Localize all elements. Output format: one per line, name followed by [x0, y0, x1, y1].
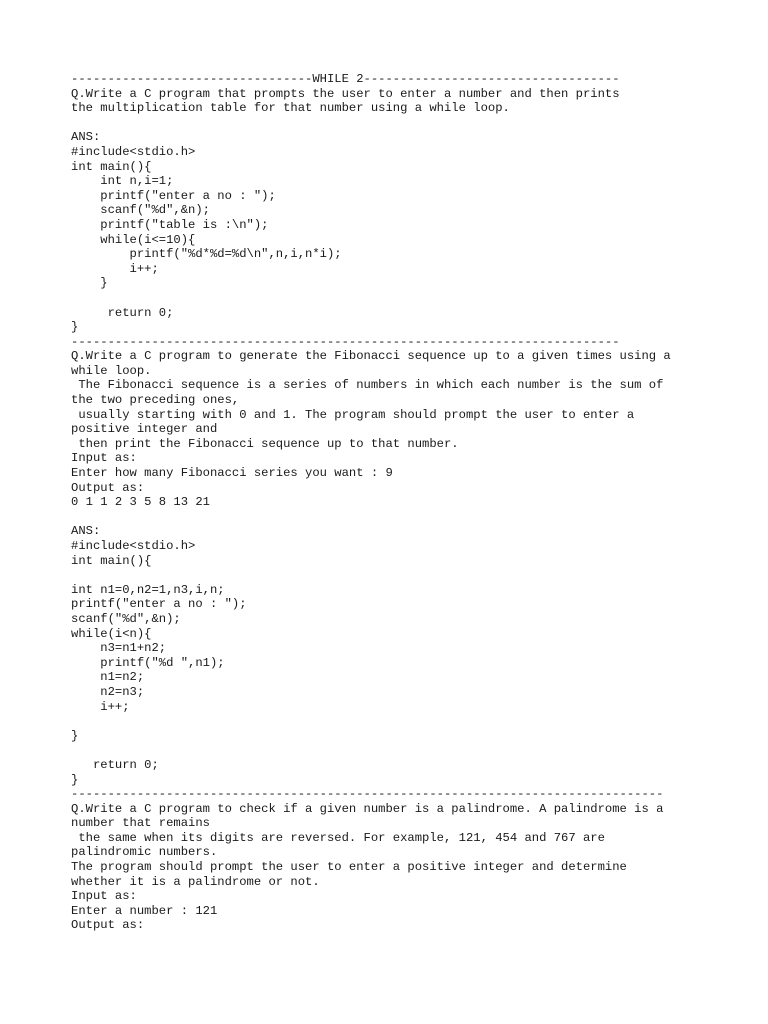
document-line: whether it is a palindrome or not.	[71, 874, 320, 889]
document-line: number that remains	[71, 816, 210, 831]
document-line: int main(){	[71, 553, 152, 568]
document-line	[71, 510, 711, 525]
document-line: 0 1 1 2 3 5 8 13 21	[71, 495, 210, 510]
document-line	[71, 568, 711, 583]
document-line: usually starting with 0 and 1. The program should prompt the user to enter a	[71, 407, 635, 422]
document-line: Input as:	[71, 889, 137, 904]
document-line: printf("%d ",n1);	[71, 655, 225, 670]
document-line: ---------------------------------------------------------------------------------	[71, 787, 664, 802]
document-line: ANS:	[71, 524, 101, 539]
document-line: The program should prompt the user to enter a positive integer and determine	[71, 860, 627, 875]
document-line: printf("enter a no : ");	[71, 597, 247, 612]
document-line: while(i<=10){	[71, 232, 196, 247]
document-line: palindromic numbers.	[71, 845, 218, 860]
document-line: }	[71, 772, 79, 787]
document-line	[71, 714, 711, 729]
document-line: printf("enter a no : ");	[71, 188, 276, 203]
document-line: while loop.	[71, 363, 152, 378]
document-line: the multiplication table for that number using a while loop.	[71, 101, 510, 116]
document-line: positive integer and	[71, 422, 218, 437]
document-line: printf("table is :\n");	[71, 217, 269, 232]
document-line: return 0;	[71, 305, 174, 320]
document-line: then print the Fibonacci sequence up to that number.	[71, 436, 459, 451]
document-line: ---------------------------------WHILE 2-----------------------------------	[71, 72, 620, 86]
document-line: Enter how many Fibonacci series you want : 9	[71, 466, 393, 481]
document-line: Output as:	[71, 918, 145, 933]
document-line: int n1=0,n2=1,n3,i,n;	[71, 582, 225, 597]
document-line: scanf("%d",&n);	[71, 611, 181, 626]
document-line: printf("%d*%d=%d\n",n,i,n*i);	[71, 247, 342, 262]
document-line: n1=n2;	[71, 670, 145, 685]
document-line: return 0;	[71, 757, 159, 772]
document-line: ANS:	[71, 130, 101, 145]
document-line: n3=n1+n2;	[71, 641, 167, 656]
document-line: }	[71, 320, 79, 335]
document-line: the same when its digits are reversed. For example, 121, 454 and 767 are	[71, 830, 605, 845]
document-line	[71, 743, 711, 758]
document-line: n2=n3;	[71, 684, 145, 699]
document-line: Output as:	[71, 480, 145, 495]
document-line: Q.Write a C program to check if a given number is a palindrome. A palindrome is a	[71, 801, 664, 816]
document-line: ---------------------------------------------------------------------------	[71, 334, 620, 349]
document-line: i++;	[71, 699, 130, 714]
document-line: Q.Write a C program to generate the Fibonacci sequence up to a given times using a	[71, 349, 671, 364]
document-line: int main(){	[71, 159, 152, 174]
document-line: }	[71, 276, 108, 291]
document-line: The Fibonacci sequence is a series of numbers in which each number is the sum of	[71, 378, 664, 393]
document-line: Q.Write a C program that prompts the user to enter a number and then prints	[71, 86, 620, 101]
document-line: while(i<n){	[71, 626, 152, 641]
document-line: Input as:	[71, 451, 137, 466]
document-line: }	[71, 728, 79, 743]
document-page	[71, 72, 711, 933]
document-line	[71, 291, 711, 306]
document-line: #include<stdio.h>	[71, 144, 196, 159]
document-line: #include<stdio.h>	[71, 539, 196, 553]
document-line: int n,i=1;	[71, 174, 174, 189]
document-line: the two preceding ones,	[71, 393, 240, 408]
document-line: scanf("%d",&n);	[71, 203, 210, 218]
document-line	[71, 116, 711, 131]
document-line: Enter a number : 121	[71, 903, 218, 918]
document-line: i++;	[71, 261, 159, 276]
